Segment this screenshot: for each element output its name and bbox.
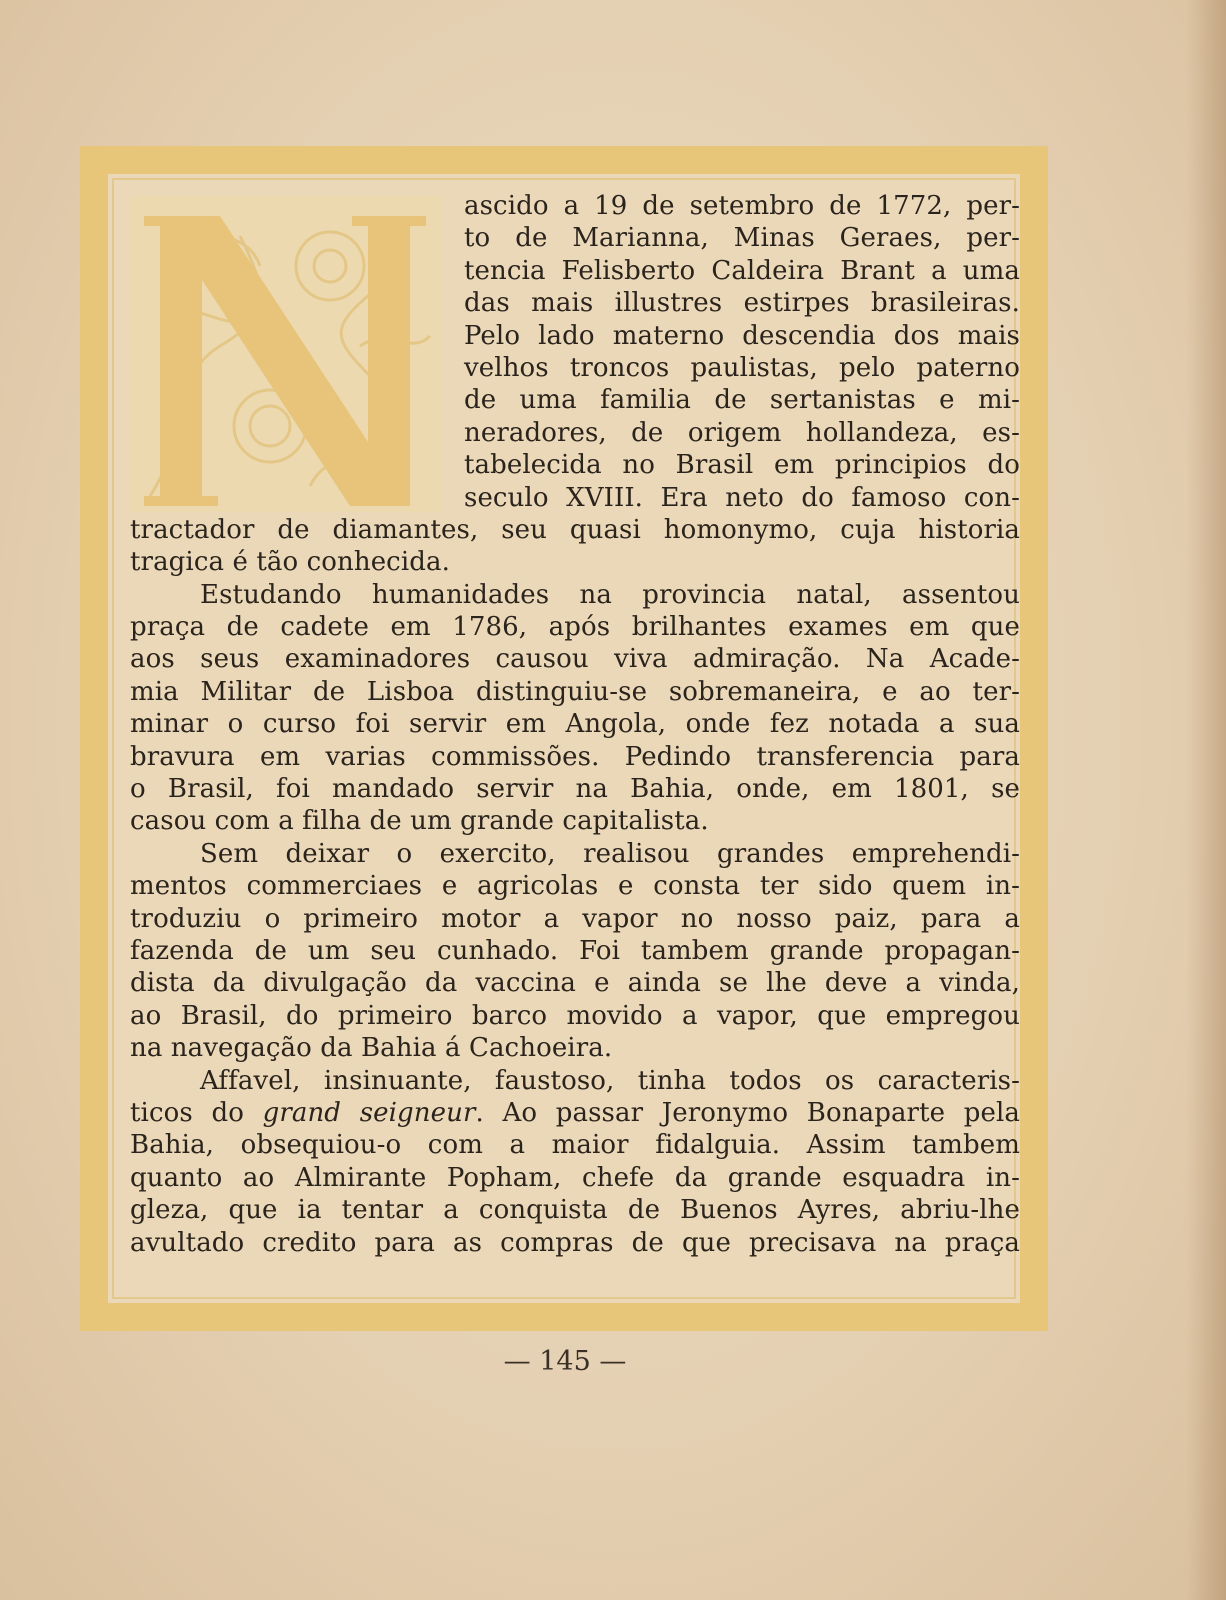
text-line: tractador de diamantes, seu quasi homonymo, cuja historia	[130, 514, 1020, 545]
text-line: avultado credito para as compras de que precisava na praça	[130, 1227, 1020, 1258]
text-line-with-italic	[130, 1097, 1020, 1129]
text-line: to de Marianna, Minas Geraes, per-	[464, 223, 1020, 254]
text-line: Sem deixar o exercito, realisou grandes emprehendi-	[200, 838, 1020, 869]
text-line: Pelo lado materno descendia dos mais	[464, 320, 1020, 351]
paragraph-3	[130, 838, 1020, 1065]
text-line: praça de cadete em 1786, após brilhantes exames em que	[130, 612, 1020, 643]
text-line: de uma familia de sertanistas e mi-	[464, 385, 1020, 416]
text-line: dista da divulgação da vaccina e ainda se lhe deve a vinda,	[130, 968, 1020, 999]
text-line: fazenda de um seu cunhado. Foi tambem grande propagan-	[130, 935, 1020, 966]
text-line: Estudando humanidades na provincia natal, assentou	[200, 579, 1020, 610]
paragraph-2	[130, 579, 1020, 838]
text-line: velhos troncos paulistas, pelo paterno	[464, 352, 1020, 383]
page-number: — 145 —	[503, 1346, 627, 1377]
article-body	[130, 190, 1020, 1259]
text-line: troduziu o primeiro motor a vapor no nosso paiz, para a	[130, 903, 1020, 934]
text-line: Affavel, insinuante, faustoso, tinha todos os caracteris-	[200, 1065, 1020, 1096]
text-line: bravura em varias commissões. Pedindo transferencia para	[130, 741, 1020, 772]
text-line: quanto ao Almirante Popham, chefe da grande esquadra in-	[130, 1162, 1020, 1193]
text-line: mia Militar de Lisboa distinguiu-se sobremaneira, e ao ter-	[130, 676, 1020, 707]
text-line: mentos commerciaes e agricolas e consta ter sido quem in-	[130, 871, 1020, 902]
text-line: tencia Felisberto Caldeira Brant a uma	[464, 255, 1020, 286]
text-line: casou com a filha de um grande capitalista.	[130, 806, 709, 837]
text-line: o Brasil, foi mandado servir na Bahia, onde, em 1801, se	[130, 774, 1020, 805]
text-line: seculo XVIII. Era neto do famoso con-	[464, 482, 1020, 513]
text-line: Bahia, obsequiou-o com a maior fidalguia. Assim tambem	[130, 1130, 1020, 1161]
text-run: ticos do	[130, 1097, 263, 1128]
text-line: ascido a 19 de setembro de 1772, per-	[464, 191, 1020, 221]
page-edge-shadow	[1186, 0, 1226, 1600]
text-line: na navegação da Bahia á Cachoeira.	[130, 1033, 613, 1064]
text-line: gleza, que ia tentar a conquista de Buenos Ayres, abriu-lhe	[130, 1195, 1020, 1226]
paragraph-1	[130, 190, 1020, 579]
text-line: ao Brasil, do primeiro barco movido a vapor, que empregou	[130, 1000, 1020, 1031]
paragraph-4	[130, 1065, 1020, 1259]
italic-phrase: grand seigneur	[262, 1097, 476, 1128]
text-line: das mais illustres estirpes brasileiras.	[464, 288, 1020, 319]
text-line: neradores, de origem hollandeza, es-	[464, 417, 1020, 448]
text-line: aos seus examinadores causou viva admiração. Na Acade-	[130, 644, 1020, 675]
text-run: . Ao passar Jeronymo Bonaparte pela	[475, 1097, 1020, 1128]
text-line: tragica é tão conhecida.	[130, 547, 450, 578]
text-line: minar o curso foi servir em Angola, onde fez notada a sua	[130, 709, 1020, 740]
text-line: tabelecida no Brasil em principios do	[464, 450, 1020, 481]
